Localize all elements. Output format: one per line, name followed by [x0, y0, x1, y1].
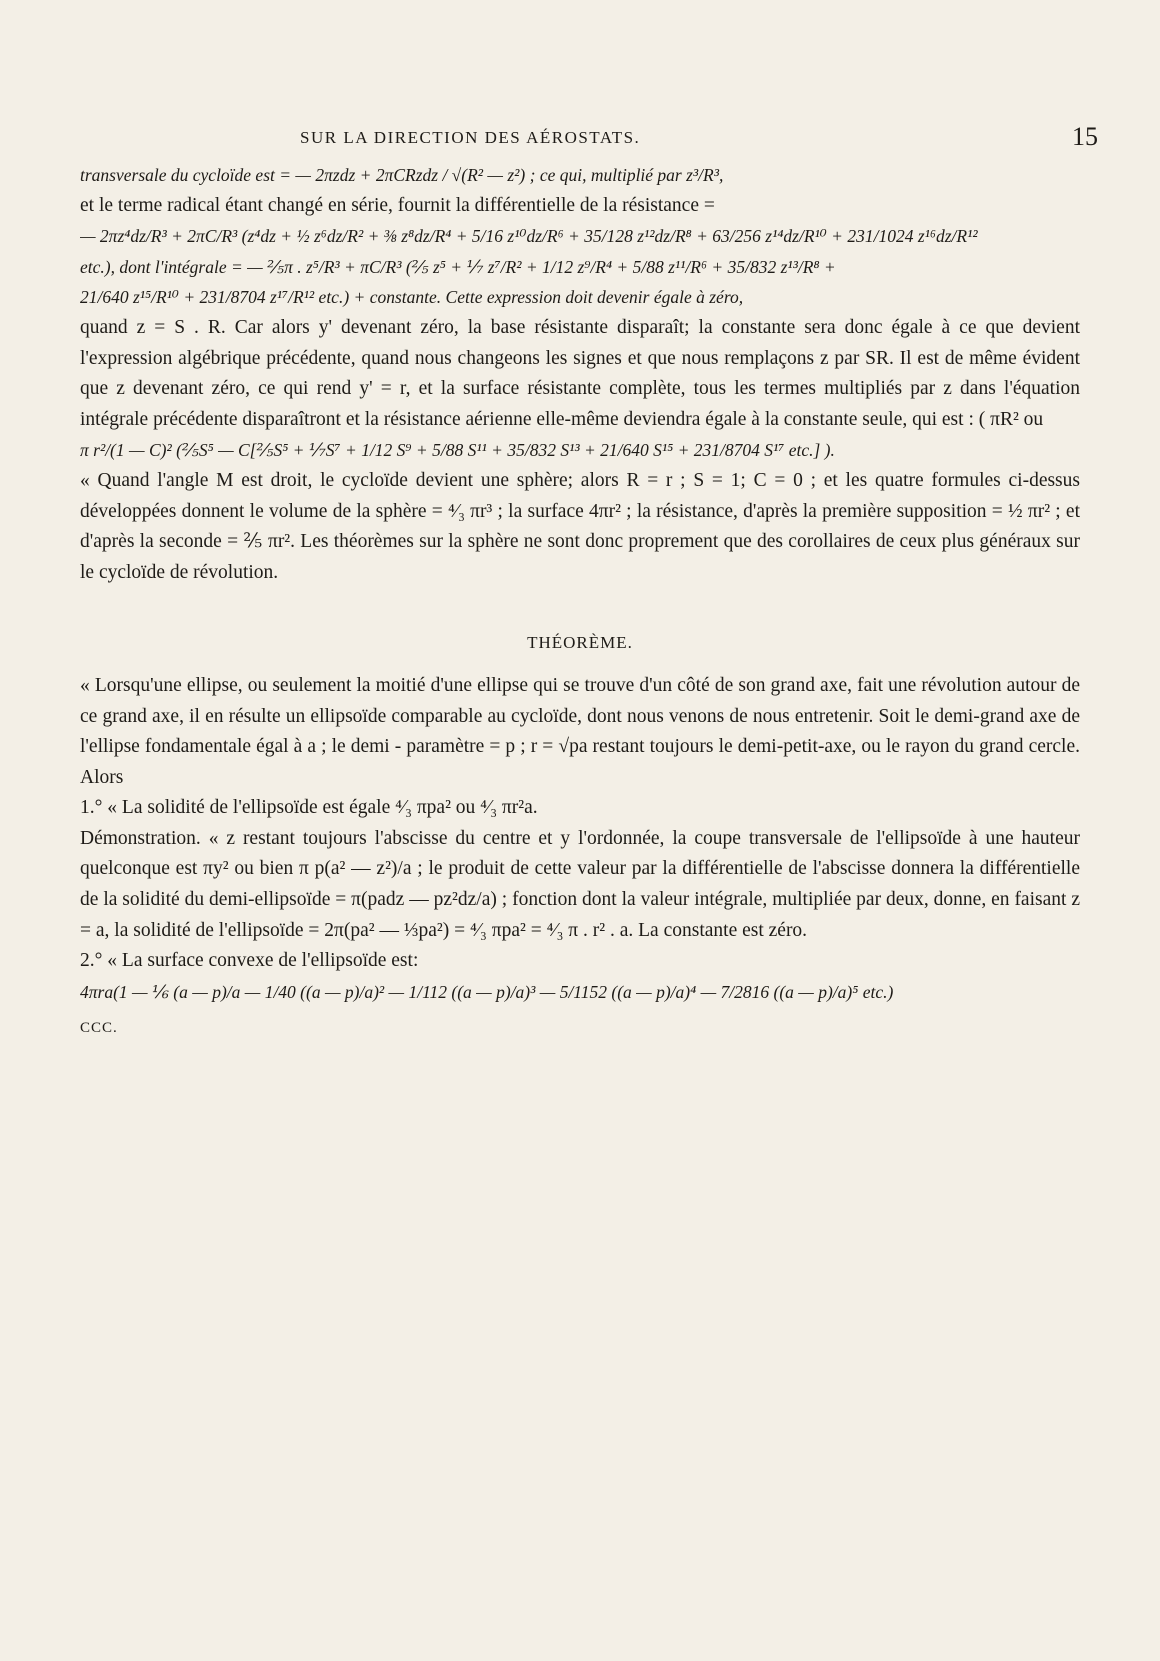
- paragraph-7: 2.° « La surface convexe de l'ellipsoïde est:: [80, 950, 419, 972]
- paragraph-2: quand z = S . R. Car alors y' devenant zéro, la base résistante disparaît; la constante sera donc égale à ce que devient l'expression algébrique précédente, quand nous changeons les signes et que nous remplaçons z par SR. Il est de même évident que z devenant zéro, ce qui rend y' = r, et la surface résistante complète, tous les termes multipliés par z dans l'équation intégrale précédente disparaîtront et la résistance aérienne elle-même deviendra égale à la constante seule, qui est : ( πR² ou: [80, 316, 1080, 430]
- formula-line-3: etc.), dont l'intégrale = — ⅖π . z⁵/R³ + πC/R³ (⅖ z⁵ + ⅐ z⁷/R² + 1/12 z⁹/R⁴ + 5/88 z¹¹/R⁶ + 35/832 z¹³/R⁸ +: [80, 256, 836, 277]
- formula-line-5: π r²/(1 — C)² (⅖S⁵ — C[⅖S⁵ + ⅐S⁷ + 1/12 S⁹ + 5/88 S¹¹ + 35/832 S¹³ + 21/640 S¹⁵ + 231/8704 S¹⁷ etc.] ).: [80, 440, 835, 461]
- paragraph-5: 1.° « La solidité de l'ellipsoïde est égale ⁴⁄₃ πpa² ou ⁴⁄₃ πr²a.: [80, 797, 538, 819]
- paragraph-3: « Quand l'angle M est droit, le cycloïde devient une sphère; alors R = r ; S = 1; C = 0 ; et les quatre formules ci-dessus développées donnent le volume de la sphère = ⁴⁄₃ πr³ ; la surface 4πr² ; la résistance, d'après la première supposition = ½ πr² ; et d'après la seconde = ⅖ πr². Les théorèmes sur la sphère ne sont donc proprement que des corollaires de ceux plus généraux sur le cycloïde de révolution.: [80, 469, 1080, 583]
- signature-mark: CCC.: [80, 1020, 118, 1037]
- formula-line-4: 21/640 z¹⁵/R¹⁰ + 231/8704 z¹⁷/R¹² etc.) + constante. Cette expression doit devenir égale à zéro,: [80, 287, 744, 308]
- formula-line-2: — 2πz⁴dz/R³ + 2πC/R³ (z⁴dz + ½ z⁶dz/R² + ⅜ z⁸dz/R⁴ + 5/16 z¹⁰dz/R⁶ + 35/128 z¹²dz/R⁸ + 63/256 z¹⁴dz/R¹⁰ + 231/1024 z¹⁶dz/R¹²: [80, 226, 978, 247]
- formula-line-1: transversale du cycloïde est = — 2πzdz + 2πCRzdz / √(R² — z²) ; ce qui, multiplié par z³/R³,: [80, 165, 724, 185]
- page-number: 15: [1072, 122, 1098, 151]
- theorem-heading: THÉORÈME.: [527, 633, 633, 653]
- formula-line-6: 4πra(1 — ⅙ (a — p)/a — 1/40 ((a — p)/a)² — 1/112 ((a — p)/a)³ — 5/1152 ((a — p)/a)⁴ — 7/2816 ((a — p)/a)⁵ etc.): [80, 981, 894, 1002]
- paragraph-1: et le terme radical étant changé en série, fournit la différentielle de la résistance =: [80, 194, 715, 216]
- paragraph-6: Démonstration. « z restant toujours l'abscisse du centre et y l'ordonnée, la coupe transversale de l'ellipsoïde à une hauteur quelconque est πy² ou bien π p(a² — z²)/a ; le produit de cette valeur par la différentielle de l'abscisse donnera la différentielle de la solidité du demi-ellipsoïde = π(padz — pz²dz/a) ; fonction dont la valeur intégrale, multipliée par deux, donne, en faisant z = a, la solidité de l'ellipsoïde = 2π(pa² — ⅓pa²) = ⁴⁄₃ πpa² = ⁴⁄₃ π . r² . a. La constante est zéro.: [80, 827, 1080, 941]
- running-title: SUR LA DIRECTION DES AÉROSTATS.: [300, 128, 641, 147]
- page-body: [80, 160, 1080, 1044]
- paragraph-4: « Lorsqu'une ellipse, ou seulement la moitié d'une ellipse qui se trouve d'un côté de son grand axe, fait une révolution autour de ce grand axe, il en résulte un ellipsoïde comparable au cycloïde, dont nous venons de nous entretenir. Soit le demi-grand axe de l'ellipse fondamentale égal à a ; le demi - paramètre = p ; r = √pa restant toujours le demi-petit-axe, ou le rayon du grand cercle. Alors: [80, 674, 1080, 788]
